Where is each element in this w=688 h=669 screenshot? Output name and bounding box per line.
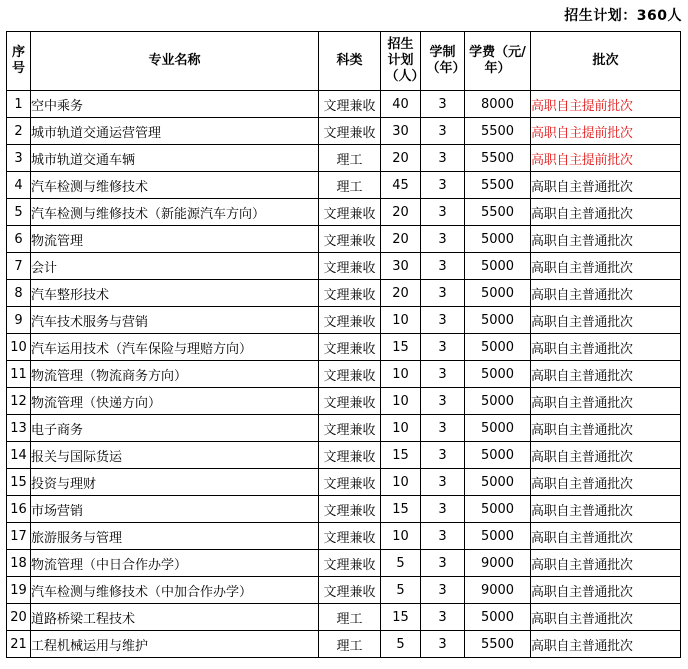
- table-row: [7, 604, 681, 631]
- row-major-name: 道路桥梁工程技术: [31, 604, 319, 631]
- row-years: 3: [421, 631, 465, 658]
- row-fee: 5000: [465, 226, 531, 253]
- row-seq: 7: [7, 253, 31, 280]
- row-years: 3: [421, 523, 465, 550]
- column-header-name: 专业名称: [31, 32, 319, 91]
- row-plan-count: 15: [381, 496, 421, 523]
- row-subject: 文理兼收: [319, 469, 381, 496]
- row-fee: 5000: [465, 523, 531, 550]
- row-subject: 文理兼收: [319, 388, 381, 415]
- row-batch: 高职自主普通批次: [531, 199, 681, 226]
- row-subject: 文理兼收: [319, 199, 381, 226]
- row-fee: 5000: [465, 253, 531, 280]
- row-plan-count: 10: [381, 469, 421, 496]
- row-subject: 文理兼收: [319, 577, 381, 604]
- table-header-row: [7, 32, 681, 91]
- row-fee: 5000: [465, 415, 531, 442]
- row-major-name: 投资与理财: [31, 469, 319, 496]
- row-subject: 理工: [319, 604, 381, 631]
- row-major-name: 汽车技术服务与营销: [31, 307, 319, 334]
- row-fee: 5500: [465, 118, 531, 145]
- row-subject: 理工: [319, 145, 381, 172]
- row-fee: 5500: [465, 145, 531, 172]
- row-fee: 5500: [465, 199, 531, 226]
- row-batch: 高职自主普通批次: [531, 172, 681, 199]
- row-plan-count: 30: [381, 253, 421, 280]
- row-major-name: 市场营销: [31, 496, 319, 523]
- row-fee: 5000: [465, 442, 531, 469]
- row-years: 3: [421, 496, 465, 523]
- row-subject: 文理兼收: [319, 91, 381, 118]
- row-plan-count: 5: [381, 631, 421, 658]
- row-major-name: 会计: [31, 253, 319, 280]
- row-seq: 15: [7, 469, 31, 496]
- row-major-name: 物流管理（快递方向）: [31, 388, 319, 415]
- row-batch: 高职自主普通批次: [531, 631, 681, 658]
- row-plan-count: 10: [381, 307, 421, 334]
- row-plan-count: 30: [381, 118, 421, 145]
- row-fee: 9000: [465, 577, 531, 604]
- row-years: 3: [421, 280, 465, 307]
- row-major-name: 城市轨道交通运营管理: [31, 118, 319, 145]
- row-years: 3: [421, 199, 465, 226]
- table-row: [7, 577, 681, 604]
- row-subject: 文理兼收: [319, 415, 381, 442]
- column-header-plan: 招生计划（人）: [381, 32, 421, 91]
- table-row: [7, 307, 681, 334]
- row-fee: 8000: [465, 91, 531, 118]
- table-row: [7, 199, 681, 226]
- table-row: [7, 496, 681, 523]
- row-batch: 高职自主普通批次: [531, 442, 681, 469]
- row-years: 3: [421, 469, 465, 496]
- row-plan-count: 10: [381, 388, 421, 415]
- row-seq: 1: [7, 91, 31, 118]
- row-years: 3: [421, 442, 465, 469]
- row-major-name: 汽车检测与维修技术（新能源汽车方向）: [31, 199, 319, 226]
- table-row: [7, 442, 681, 469]
- row-subject: 文理兼收: [319, 496, 381, 523]
- row-seq: 17: [7, 523, 31, 550]
- row-batch: 高职自主普通批次: [531, 388, 681, 415]
- row-fee: 5000: [465, 604, 531, 631]
- row-years: 3: [421, 550, 465, 577]
- table-body: [7, 91, 681, 658]
- row-years: 3: [421, 361, 465, 388]
- row-seq: 16: [7, 496, 31, 523]
- row-years: 3: [421, 118, 465, 145]
- column-header-seq: 序号: [7, 32, 31, 91]
- table-row: [7, 172, 681, 199]
- row-major-name: 电子商务: [31, 415, 319, 442]
- row-seq: 8: [7, 280, 31, 307]
- table-row: [7, 226, 681, 253]
- row-fee: 5000: [465, 280, 531, 307]
- table-row: [7, 523, 681, 550]
- row-batch: 高职自主普通批次: [531, 604, 681, 631]
- row-plan-count: 10: [381, 523, 421, 550]
- row-plan-count: 5: [381, 577, 421, 604]
- table-row: [7, 334, 681, 361]
- row-major-name: 汽车检测与维修技术（中加合作办学）: [31, 577, 319, 604]
- row-plan-count: 15: [381, 442, 421, 469]
- row-years: 3: [421, 226, 465, 253]
- row-years: 3: [421, 307, 465, 334]
- row-major-name: 城市轨道交通车辆: [31, 145, 319, 172]
- column-header-fee: 学费（元/年）: [465, 32, 531, 91]
- table-row: [7, 91, 681, 118]
- column-header-batch: 批次: [531, 32, 681, 91]
- row-fee: 5500: [465, 631, 531, 658]
- row-batch: 高职自主普通批次: [531, 253, 681, 280]
- row-batch: 高职自主普通批次: [531, 577, 681, 604]
- table-row: [7, 253, 681, 280]
- row-years: 3: [421, 253, 465, 280]
- row-batch: 高职自主普通批次: [531, 469, 681, 496]
- row-subject: 文理兼收: [319, 280, 381, 307]
- table-row: [7, 469, 681, 496]
- row-seq: 13: [7, 415, 31, 442]
- row-fee: 5000: [465, 361, 531, 388]
- row-years: 3: [421, 334, 465, 361]
- row-years: 3: [421, 91, 465, 118]
- row-subject: 文理兼收: [319, 523, 381, 550]
- row-batch: 高职自主提前批次: [531, 145, 681, 172]
- row-batch: 高职自主普通批次: [531, 226, 681, 253]
- row-batch: 高职自主普通批次: [531, 496, 681, 523]
- row-seq: 14: [7, 442, 31, 469]
- row-seq: 4: [7, 172, 31, 199]
- column-header-subject: 科类: [319, 32, 381, 91]
- row-batch: 高职自主普通批次: [531, 334, 681, 361]
- row-plan-count: 15: [381, 334, 421, 361]
- row-major-name: 空中乘务: [31, 91, 319, 118]
- row-batch: 高职自主普通批次: [531, 361, 681, 388]
- row-batch: 高职自主普通批次: [531, 280, 681, 307]
- row-years: 3: [421, 172, 465, 199]
- row-plan-count: 20: [381, 226, 421, 253]
- row-subject: 理工: [319, 172, 381, 199]
- row-major-name: 物流管理（中日合作办学）: [31, 550, 319, 577]
- row-major-name: 物流管理（物流商务方向）: [31, 361, 319, 388]
- row-batch: 高职自主普通批次: [531, 415, 681, 442]
- row-years: 3: [421, 604, 465, 631]
- row-seq: 10: [7, 334, 31, 361]
- row-years: 3: [421, 388, 465, 415]
- row-subject: 文理兼收: [319, 334, 381, 361]
- row-seq: 21: [7, 631, 31, 658]
- row-batch: 高职自主普通批次: [531, 550, 681, 577]
- table-row: [7, 388, 681, 415]
- row-fee: 5000: [465, 388, 531, 415]
- row-seq: 18: [7, 550, 31, 577]
- row-plan-count: 10: [381, 415, 421, 442]
- row-subject: 文理兼收: [319, 118, 381, 145]
- row-plan-count: 5: [381, 550, 421, 577]
- total-plan-label: 招生计划：360人: [564, 8, 682, 24]
- row-major-name: 旅游服务与管理: [31, 523, 319, 550]
- row-plan-count: 20: [381, 199, 421, 226]
- row-fee: 5000: [465, 469, 531, 496]
- row-plan-count: 10: [381, 361, 421, 388]
- row-major-name: 物流管理: [31, 226, 319, 253]
- row-subject: 理工: [319, 631, 381, 658]
- row-seq: 12: [7, 388, 31, 415]
- row-years: 3: [421, 577, 465, 604]
- table-row: [7, 361, 681, 388]
- row-years: 3: [421, 415, 465, 442]
- row-seq: 9: [7, 307, 31, 334]
- row-plan-count: 20: [381, 145, 421, 172]
- row-seq: 19: [7, 577, 31, 604]
- row-seq: 5: [7, 199, 31, 226]
- row-major-name: 汽车检测与维修技术: [31, 172, 319, 199]
- row-batch: 高职自主普通批次: [531, 307, 681, 334]
- table-row: [7, 145, 681, 172]
- table-row: [7, 280, 681, 307]
- row-fee: 5500: [465, 172, 531, 199]
- row-plan-count: 20: [381, 280, 421, 307]
- row-subject: 文理兼收: [319, 550, 381, 577]
- row-plan-count: 15: [381, 604, 421, 631]
- row-major-name: 汽车运用技术（汽车保险与理赔方向）: [31, 334, 319, 361]
- row-plan-count: 45: [381, 172, 421, 199]
- row-fee: 9000: [465, 550, 531, 577]
- row-plan-count: 40: [381, 91, 421, 118]
- row-batch: 高职自主提前批次: [531, 118, 681, 145]
- row-subject: 文理兼收: [319, 361, 381, 388]
- row-major-name: 报关与国际货运: [31, 442, 319, 469]
- column-header-years: 学制（年）: [421, 32, 465, 91]
- row-seq: 20: [7, 604, 31, 631]
- row-major-name: 汽车整形技术: [31, 280, 319, 307]
- row-major-name: 工程机械运用与维护: [31, 631, 319, 658]
- table-row: [7, 415, 681, 442]
- table-row: [7, 550, 681, 577]
- row-seq: 3: [7, 145, 31, 172]
- row-subject: 文理兼收: [319, 253, 381, 280]
- row-fee: 5000: [465, 496, 531, 523]
- row-seq: 11: [7, 361, 31, 388]
- enrollment-table: [6, 31, 681, 658]
- row-batch: 高职自主普通批次: [531, 523, 681, 550]
- row-fee: 5000: [465, 334, 531, 361]
- table-row: [7, 631, 681, 658]
- row-years: 3: [421, 145, 465, 172]
- row-fee: 5000: [465, 307, 531, 334]
- row-seq: 2: [7, 118, 31, 145]
- row-subject: 文理兼收: [319, 226, 381, 253]
- table-row: [7, 118, 681, 145]
- row-seq: 6: [7, 226, 31, 253]
- row-batch: 高职自主提前批次: [531, 91, 681, 118]
- row-subject: 文理兼收: [319, 307, 381, 334]
- row-subject: 文理兼收: [319, 442, 381, 469]
